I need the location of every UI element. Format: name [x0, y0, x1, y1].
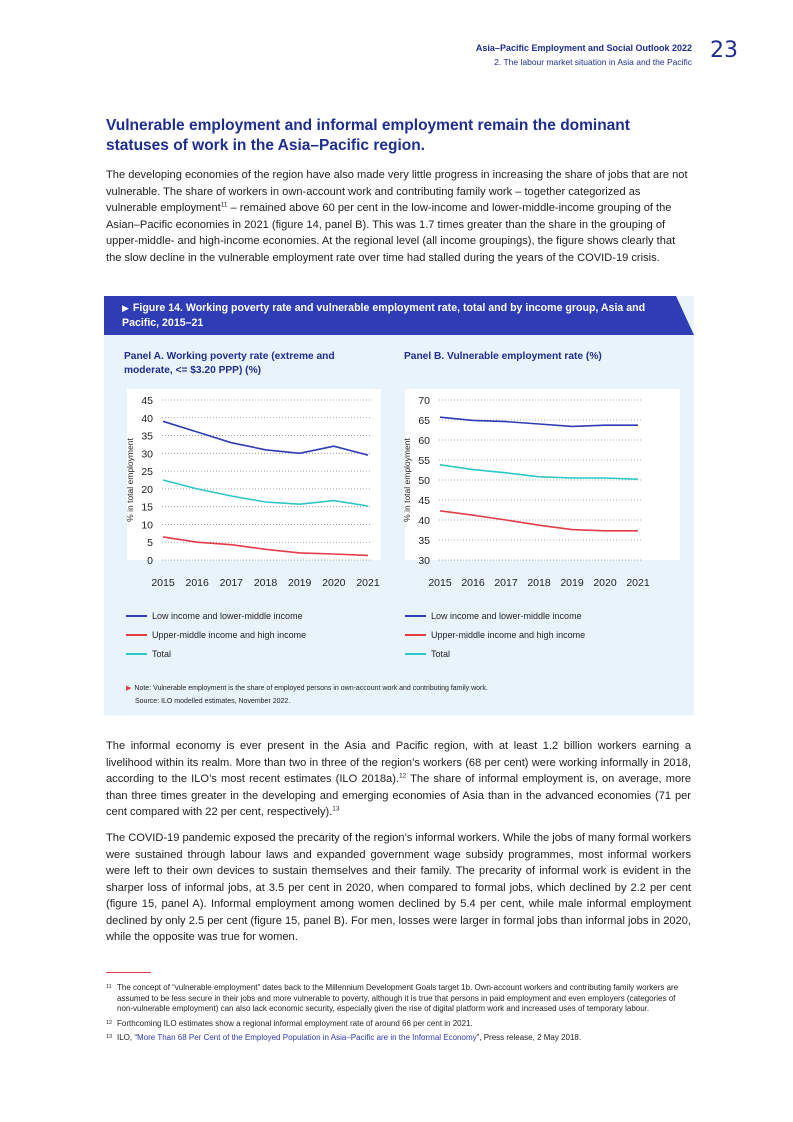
footnote-text: Forthcoming ILO estimates show a regional informal employment rate of around 66 per cent in 2021. — [117, 1018, 473, 1028]
panel-b-plot-area — [405, 389, 680, 560]
footnote-number: 12 — [106, 1019, 113, 1026]
footnote-text: The concept of “vulnerable employment” dates back to the Millennium Development Goals target 1b. Own-account workers and contributing family workers are assumed to be less secure in their jobs and more vulnerable to poverty, although it is true that persons in paid employment and even employers (categories of non-vulnerable employment) can also lack economic security, especially given the rise of digital platform work and increased uses of temporary labour. — [117, 983, 679, 1013]
panel-b-y-tick-label: 65 — [418, 415, 430, 427]
panel-a-y-tick-label: 30 — [141, 448, 153, 461]
panel-a-chart — [104, 296, 694, 715]
note-text: Note: Vulnerable employment is the share of employed persons in own-account work and contributing family work. — [134, 685, 488, 692]
panel-a-x-tick-label: 2020 — [322, 577, 346, 589]
source-text: Source: ILO modelled estimates, November 2022. — [135, 698, 291, 705]
legend-label: Upper-middle income and high income — [431, 630, 586, 640]
legend-swatch-total — [126, 653, 147, 655]
panel-a-y-tick-label: 25 — [141, 466, 153, 479]
panel-a-y-tick-label: 0 — [147, 555, 153, 567]
paragraph-2 — [106, 738, 691, 821]
press-release-link[interactable]: More Than 68 Per Cent of the Employed Population in Asia–Pacific are in the Informal Economy — [137, 1033, 477, 1042]
footnote-13 — [106, 1033, 691, 1044]
legend-label: Low income and lower-middle income — [431, 611, 582, 621]
panel-b-y-tick-label: 70 — [418, 395, 430, 407]
footnote-ref-12[interactable]: 12 — [398, 772, 407, 780]
panel-b-x-tick-label: 2015 — [428, 577, 452, 589]
footnote-text-post: ”, Press release, 2 May 2018. — [476, 1033, 582, 1042]
footnote-number: 11 — [106, 984, 112, 990]
panel-a-y-tick-label: 40 — [141, 412, 153, 425]
running-header — [476, 42, 692, 70]
panel-a-y-tick-label: 15 — [141, 501, 153, 514]
panel-b-x-tick-label: 2017 — [494, 577, 518, 589]
panel-a-plot-area — [127, 389, 381, 560]
paragraph-3: The COVID-19 pandemic exposed the precarity of the region’s informal workers. While the jobs of many formal workers were sustained through labour laws and expanded government wage subsidy programmes, most informal workers were left to their own devices to sustain themselves and their family. The precarity of informal work is evident in the sharper loss of informal jobs, at 3.5 per cent in 2020, when compared to formal jobs, which declined by 2.2 per cent (figure 15, panel A). Informal employment among women declined by 5.4 per cent, while male informal employment declined by only 2.5 per cent (figure 15, panel B). For men, losses were larger in formal jobs than informal jobs in 2020, while the opposite was true for women. — [106, 832, 691, 943]
panel-a-x-tick-label: 2018 — [253, 577, 278, 589]
footnote-divider — [106, 972, 151, 973]
paragraph-1 — [106, 167, 691, 266]
panel-a-y-tick-label: 5 — [147, 537, 153, 550]
chapter-title: 2. The labour market situation in Asia and the Pacific — [494, 57, 692, 67]
panel-a-y-tick-label: 45 — [141, 395, 153, 407]
panel-b-x-tick-label: 2020 — [593, 577, 617, 589]
paragraph-2-text-a: The informal economy is ever present in the Asia and Pacific region, with at least 1.2 billion workers earning a livelihood within its realm. More than two in three of the region’s workers (68 per cent) were working informally in 2018, according to the ILO’s most recent estimates (ILO 2018a). — [106, 740, 691, 785]
legend-swatch-low — [126, 615, 147, 617]
legend-label: Total — [431, 649, 451, 659]
panel-b-y-tick-label: 45 — [418, 495, 430, 507]
paragraph-1-text-a: The developing economies of the region have also made very little progress in increasing the share of jobs that are not vulnerable. The share of workers in own-account work and contributing family work – together categorized as vulnerable employment — [106, 169, 688, 214]
legend-swatch-low — [405, 615, 426, 617]
panel-a-title: Panel A. Working poverty rate (extreme and moderate, <= $3.20 PPP) (%) — [124, 351, 335, 376]
legend-swatch-upper — [405, 634, 426, 636]
panel-b-title: Panel B. Vulnerable employment rate (%) — [404, 351, 602, 362]
panel-b-y-tick-label: 40 — [418, 515, 430, 527]
figure-note — [126, 682, 488, 708]
panel-a-x-tick-label: 2017 — [219, 577, 244, 589]
section-title: Vulnerable employment and informal employment remain the dominant statuses of work in the Asia–Pacific region. — [106, 117, 630, 154]
panel-b-x-tick-label: 2019 — [560, 577, 584, 589]
panel-a-y-tick-label: 35 — [141, 430, 153, 443]
footnote-text-pre: ILO, “ — [117, 1033, 138, 1042]
panel-b-x-tick-label: 2018 — [527, 577, 551, 589]
panel-b-y-tick-label: 55 — [418, 455, 430, 467]
footnote-12 — [106, 1019, 691, 1030]
panel-b-y-tick-label: 50 — [418, 475, 430, 487]
panel-b-y-tick-label: 35 — [418, 535, 430, 547]
panel-a-x-tick-label: 2015 — [151, 577, 175, 589]
panel-b-y-tick-label: 60 — [418, 435, 430, 447]
footnote-ref-13[interactable]: 13 — [332, 805, 340, 813]
panel-b-x-tick-label: 2021 — [626, 577, 650, 589]
panel-b-y-tick-label: 30 — [418, 555, 430, 567]
footnotes — [106, 983, 691, 1048]
triangle-icon: ▶ — [126, 685, 132, 692]
panel-a-x-tick-label: 2019 — [287, 577, 312, 589]
triangle-icon: ▶ — [122, 303, 129, 313]
legend-label: Low income and lower-middle income — [152, 611, 303, 621]
panel-b-y-axis-label: % in total employment — [402, 438, 412, 522]
paragraph-1-text-b: – remained above 60 per cent in the low-income and lower-middle-income grouping of the Asian–Pacific economies in 2021 (figure 14, panel B). This was 1.7 times greater than the share in the grouping of upper-middle- and high-income economies. At the regional level (all income groupings), the figure shows clearly that the slow decline in the vulnerable employment rate over time had stalled during the years of the COVID-19 crisis. — [106, 202, 676, 264]
panel-a-y-tick-label: 10 — [141, 519, 153, 532]
panel-a-x-tick-label: 2021 — [356, 577, 380, 589]
legend-label: Total — [152, 649, 172, 659]
legend-swatch-upper — [126, 634, 147, 636]
panel-a-x-tick-label: 2016 — [185, 577, 209, 589]
panel-a-y-tick-label: 20 — [141, 483, 153, 496]
legend-swatch-total — [405, 653, 426, 655]
figure-title-text: Figure 14. Working poverty rate and vulnerable employment rate, total and by income group, Asia and Pacific, 2015–21 — [122, 302, 646, 329]
figure-14 — [104, 296, 694, 715]
page-number: 23 — [710, 38, 738, 63]
note-line — [126, 682, 488, 695]
footnote-number: 13 — [106, 1034, 113, 1040]
paragraph-2-text-b: The share of informal employment is, on average, more than three times greater in the developing and emerging economies of Asia than in the advanced economies (71 per cent compared with 22 per cent, respectively). — [106, 773, 691, 818]
footnote-ref-11[interactable]: 11 — [220, 201, 228, 209]
report-title: Asia–Pacific Employment and Social Outlook 2022 — [475, 43, 692, 53]
footnote-11 — [106, 983, 691, 1015]
panel-b-x-tick-label: 2016 — [461, 577, 485, 589]
legend-label: Upper-middle income and high income — [152, 630, 307, 640]
panel-a-y-axis-label: % in total employment — [125, 438, 135, 522]
